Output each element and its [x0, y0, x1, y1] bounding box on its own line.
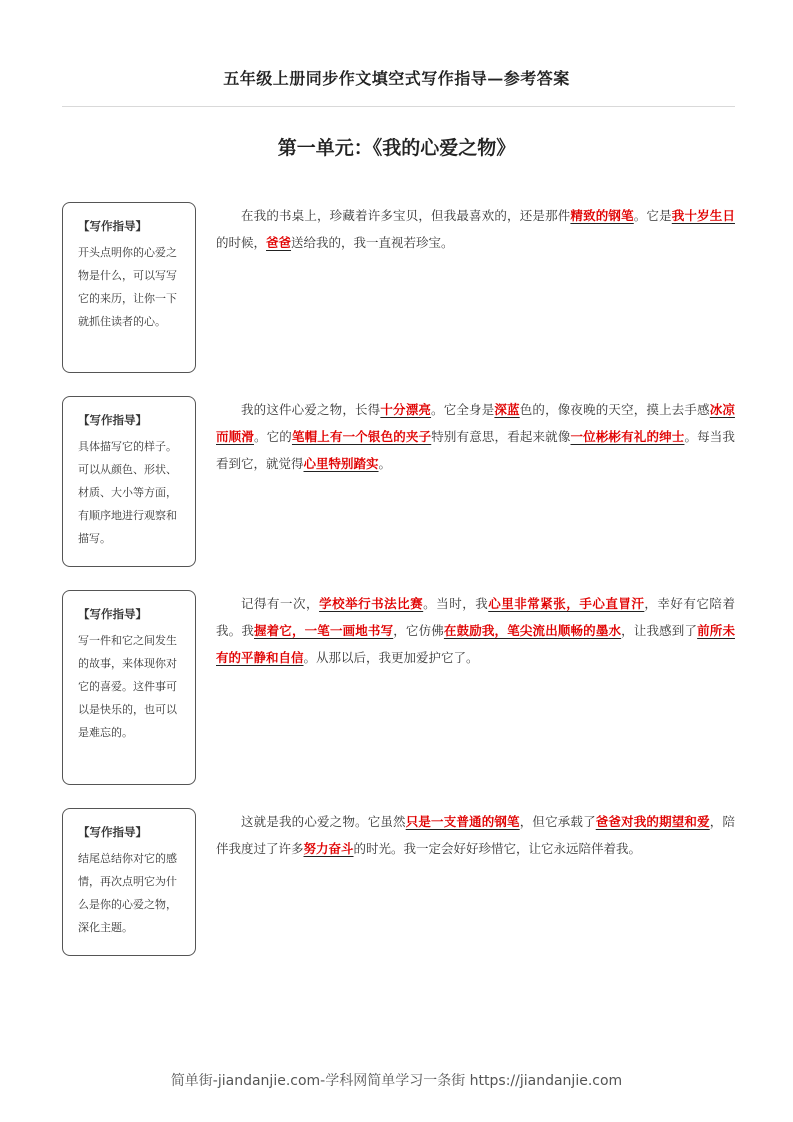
paragraph-text: 这就是我的心爱之物。它虽然: [241, 814, 406, 829]
paragraph-text: 。它是: [633, 208, 672, 223]
writing-guide-text: 结尾总结你对它的感情，再次点明它为什么是你的心爱之物，深化主题。: [78, 852, 177, 934]
filled-answer: 精致的钢笔: [570, 208, 634, 223]
writing-guide-box: [62, 396, 196, 567]
paragraph-text: 我的这件心爱之物，长得: [241, 402, 381, 417]
document-header-title: 五年级上册同步作文填空式写作指导—参考答案: [223, 69, 570, 88]
filled-answer: 心里特别踏实: [303, 456, 379, 471]
writing-guide-label: 【写作指导】: [78, 219, 147, 233]
filled-answer: 深蓝: [494, 402, 520, 417]
filled-answer: 前所未有的平静和自信: [216, 623, 735, 665]
filled-answer: 十分漂亮: [380, 402, 432, 417]
paragraph-text: 特别有意思，看起来就像: [431, 429, 571, 444]
writing-guide-label: 【写作指导】: [78, 607, 147, 621]
paragraph-text: ，它仿佛: [393, 623, 444, 638]
footer-watermark: 简单街-jiandanjie.com-学科网简单学习一条街 https://jiandanjie.com: [170, 1073, 623, 1089]
paragraph-text: ，让我感到了: [621, 623, 698, 638]
unit-title: 第一单元：《我的心爱之物》: [277, 137, 516, 159]
filled-answer: 爸爸对我的期望和爱: [595, 814, 710, 829]
paragraph-text: 。当时，我: [423, 596, 489, 611]
writing-guide-box: [62, 808, 196, 956]
writing-guide-text: 写一件和它之间发生的故事，来体现你对它的喜爱。这件事可以是快乐的，也可以是难忘的。: [78, 634, 177, 739]
paragraph-text: 。它的: [253, 429, 292, 444]
writing-guide-box: [62, 202, 196, 373]
paragraph-text: 的时光。我一定会好好珍惜它，让它永远陪伴着我。: [353, 841, 642, 856]
writing-guide-text: 开头点明你的心爱之物是什么，可以写写它的来历，让你一下就抓住读者的心。: [78, 246, 177, 328]
paragraph-text: 。从那以后，我更加爱护它了。: [303, 650, 479, 665]
filled-answer: 冰凉而顺滑: [216, 402, 735, 444]
paragraph-text: 送给我的，我一直视若珍宝。: [291, 235, 454, 250]
writing-guide-label: 【写作指导】: [78, 825, 147, 839]
filled-answer: 握着它，一笔一画地书写: [253, 623, 394, 638]
writing-guide-box: [62, 590, 196, 785]
paragraph-text: ，但它承载了: [519, 814, 596, 829]
filled-answer: 笔帽上有一个银色的夹子: [291, 429, 432, 444]
filled-answer: 努力奋斗: [303, 841, 354, 856]
filled-answer: 我十岁生日: [671, 208, 735, 223]
paragraph-text: ，陪伴我度过了许多: [216, 814, 735, 856]
paragraph-text: 记得有一次，: [241, 596, 320, 611]
writing-guide-label: 【写作指导】: [78, 413, 147, 427]
paragraph-text: ，幸好有它陪着我。我: [216, 596, 735, 638]
writing-guide-text: 具体描写它的样子。可以从颜色、形状、材质、大小等方面，有顺序地进行观察和描写。: [78, 440, 177, 545]
filled-answer: 只是一支普通的钢笔: [405, 814, 520, 829]
filled-answer: 在鼓励我，笔尖流出顺畅的墨水: [443, 623, 622, 638]
paragraph-text: 的时候，: [216, 235, 267, 250]
filled-answer: 爸爸: [266, 235, 292, 250]
paragraph-text: 。它全身是: [431, 402, 495, 417]
filled-answer: 学校举行书法比赛: [319, 596, 424, 611]
paragraph-text: 在我的书桌上，珍藏着许多宝贝，但我最喜欢的，还是那件: [241, 208, 571, 223]
paragraph-text: 。每当我看到它，就觉得: [216, 429, 735, 471]
essay-paragraph: [216, 396, 735, 477]
filled-answer: 心里非常紧张，手心直冒汗: [488, 596, 645, 611]
paragraph-text: 。: [378, 456, 392, 471]
paragraph-text: 色的，像夜晚的天空，摸上去手感: [519, 402, 710, 417]
essay-paragraph: [216, 808, 735, 862]
essay-paragraph: [216, 202, 735, 256]
essay-paragraph: [216, 590, 735, 671]
header-divider: [62, 106, 735, 107]
filled-answer: 一位彬彬有礼的绅士: [570, 429, 685, 444]
